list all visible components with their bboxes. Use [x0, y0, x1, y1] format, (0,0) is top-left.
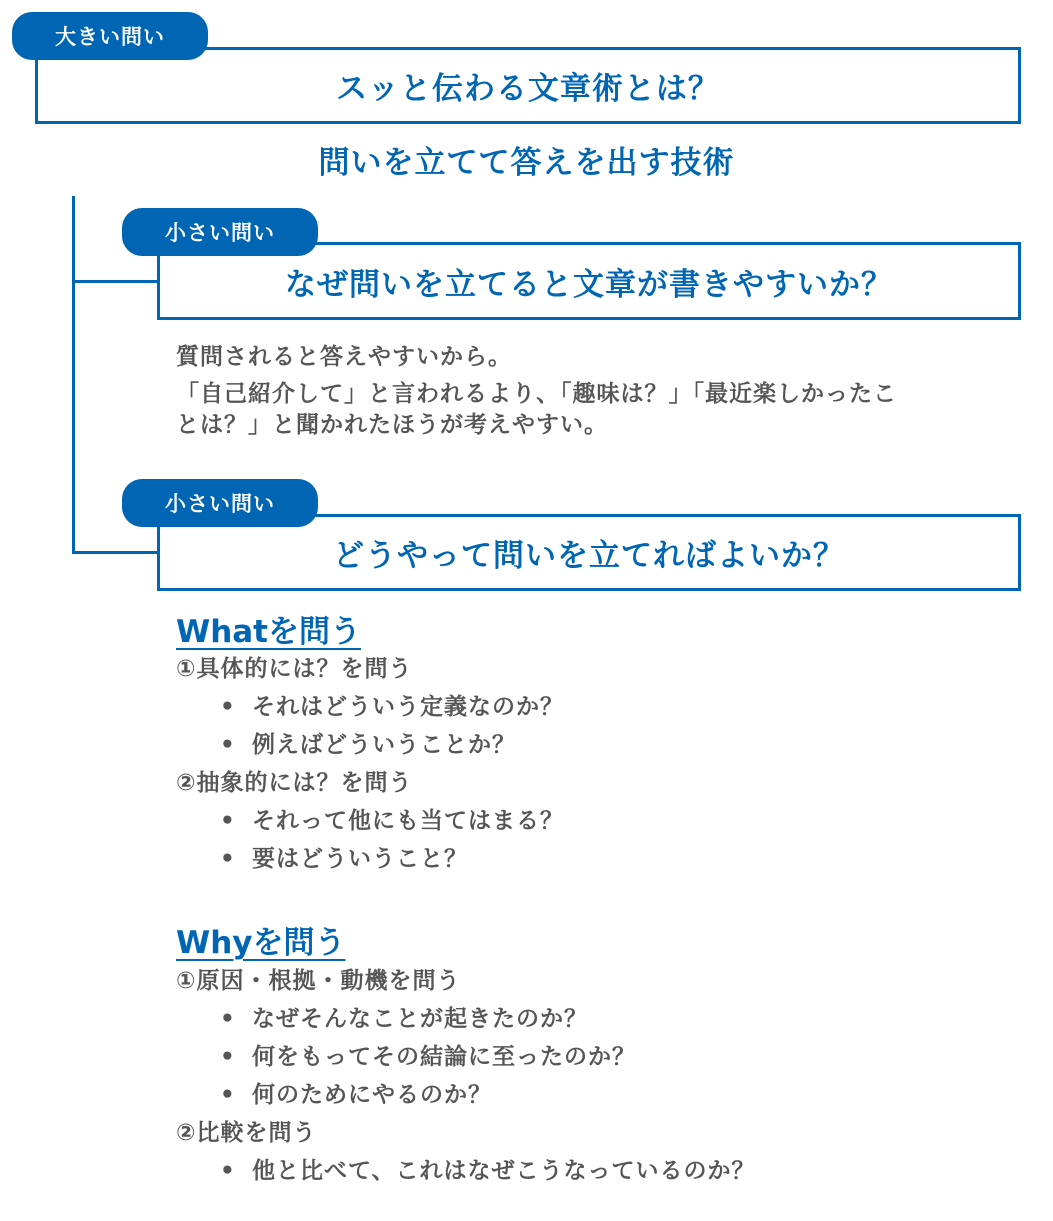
why-heading: Whyを問う: [176, 925, 346, 961]
list-item: [176, 688, 564, 726]
tree-connector-branch-2: [72, 551, 160, 554]
small-question-2-tag: 小さい問い: [122, 479, 318, 527]
list-group-label: ②抽象的には？を問う: [176, 770, 413, 796]
tree-connector-branch-1: [72, 280, 160, 283]
what-heading: Whatを問う: [176, 614, 362, 650]
list-group-label: ①具体的には？を問う: [176, 656, 413, 682]
list-item-text: それって他にも当てはまる？: [252, 808, 564, 834]
bullet: •: [220, 846, 236, 872]
list-item: [176, 1038, 756, 1076]
answer-line-2: 「自己紹介して」と言われるより、「趣味は？」「最近楽しかったこ: [176, 381, 897, 407]
list-item-text: 他と比べて、これはなぜこうなっているのか？: [252, 1158, 756, 1184]
list-item: [176, 802, 564, 840]
list-group-label: ②比較を問う: [176, 1120, 317, 1146]
list-item: [176, 726, 564, 764]
bullet: •: [220, 808, 236, 834]
list-item-text: なぜそんなことが起きたのか？: [252, 1006, 588, 1032]
bullet: •: [220, 1044, 236, 1070]
bullet: •: [220, 1082, 236, 1108]
list-group-label: ①原因・根拠・動機を問う: [176, 968, 461, 994]
what-list: [176, 650, 564, 878]
small-question-1-tag: 小さい問い: [122, 208, 318, 256]
why-list: [176, 962, 756, 1190]
list-item-text: 要はどういうこと？: [252, 846, 468, 872]
list-item: [176, 1076, 756, 1114]
big-question-answer: 問いを立てて答えを出す技術: [318, 145, 735, 181]
bullet: •: [220, 1006, 236, 1032]
list-item-text: それはどういう定義なのか？: [252, 694, 564, 720]
big-question-tag: 大きい問い: [12, 12, 208, 60]
answer-line-1: 質問されると答えやすいから。: [176, 344, 512, 370]
list-item-text: 何をもってその結論に至ったのか？: [252, 1044, 636, 1070]
big-question-title: スッと伝わる文章術とは？: [336, 71, 720, 107]
list-item: [176, 840, 564, 878]
bullet: •: [220, 694, 236, 720]
answer-line-3: とは？」と聞かれたほうが考えやすい。: [176, 412, 608, 438]
bullet: •: [220, 1158, 236, 1184]
list-item-text: 何のためにやるのか？: [252, 1082, 492, 1108]
list-item-text: 例えばどういうことか？: [252, 732, 516, 758]
tree-connector-vertical: [72, 196, 75, 554]
small-question-1-answer: [176, 342, 897, 441]
small-question-2-title: どうやって問いを立てればよいか？: [333, 538, 845, 574]
list-item: [176, 1000, 756, 1038]
bullet: •: [220, 732, 236, 758]
small-question-1-title: なぜ問いを立てると文章が書きやすいか？: [285, 266, 893, 303]
list-item: [176, 1152, 756, 1190]
